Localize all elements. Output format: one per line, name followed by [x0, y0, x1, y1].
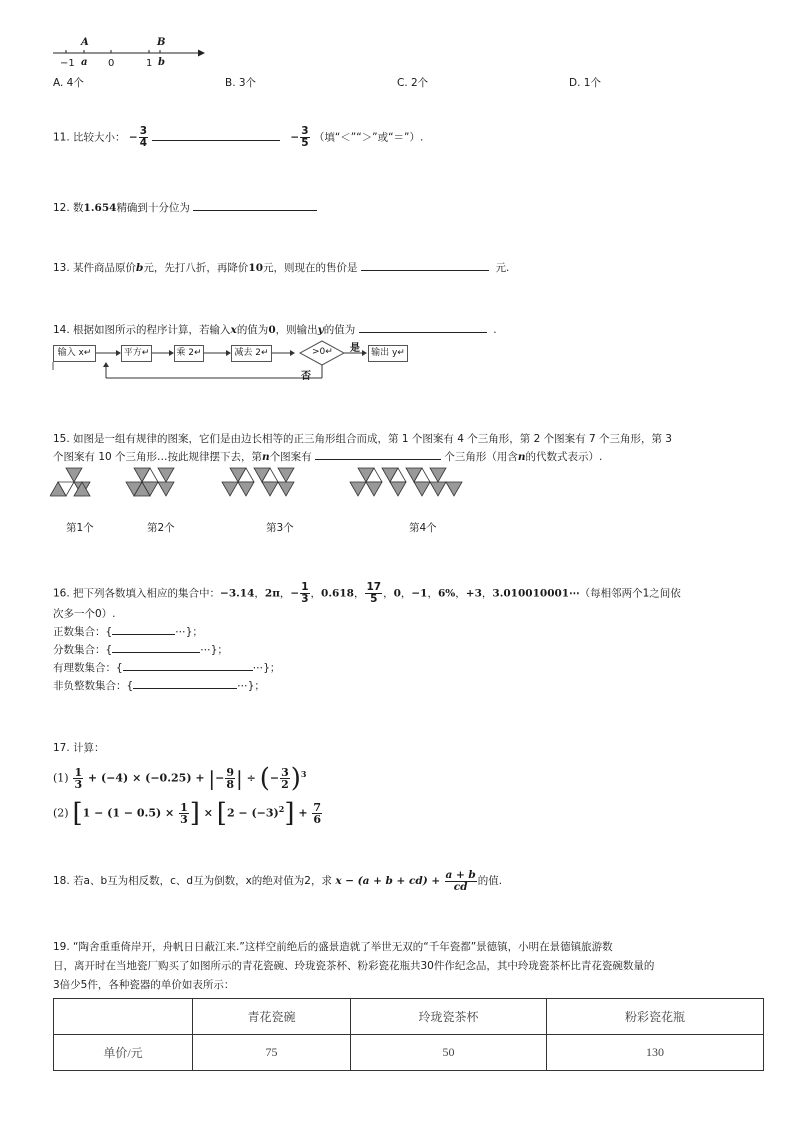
flow-output-box: 输出 y↵ [368, 345, 408, 362]
flow-times2-box: 乘 2↵ [174, 345, 204, 362]
figure-label-4: 第4个 [409, 522, 437, 534]
question-17-part2: (2) [1 − (1 − 0.5) × $\frac{1}{3}$ ] × $[2 - (-3)^2]$ + $\frac{7}{6}$ [53, 798, 322, 829]
figure-label-3: 第3个 [266, 522, 294, 534]
fraction: $\frac{1}{3}$ [301, 581, 309, 605]
table-cell: 75 [193, 1035, 351, 1071]
table-header-cell [54, 999, 193, 1035]
tick-label: 0 [108, 58, 115, 69]
option-b: B. 3个 [225, 77, 257, 89]
answer-blank[interactable] [315, 449, 441, 460]
option-c: C. 2个 [397, 77, 429, 89]
flow-condition: >0↵ [312, 347, 333, 357]
flow-input-box: 输入 x↵ [53, 345, 96, 362]
table-header-cell: 青花瓷碗 [193, 999, 351, 1035]
set-rational: 有理数集合：{ ⋯}； [53, 662, 281, 674]
question-15-line2: 个图案有 10 个三角形…按此规律摆下去，第n个图案有 个三角形（用含n的代数式表示）. [53, 451, 603, 463]
question-16-line2: 次多一个0）. [53, 608, 116, 620]
question-18: 18. 若a、b互为相反数，c、d互为倒数，x的绝对值为2，求 x − (a + b + cd) + $\frac{a + b}{cd}$ 的值. [53, 868, 503, 893]
question-19-line1: 19. “陶舍重重倚岸开，舟帆日日蔽江来.”这样空前绝后的盛景造就了举世无双的“千年瓷都”景德镇，小明在景德镇旅游数 [53, 941, 613, 953]
pattern-3 [222, 468, 294, 496]
figure-label-1: 第1个 [66, 522, 94, 534]
tick-label: 1 [146, 58, 153, 69]
fraction: $\frac{17}{5}$ [366, 581, 382, 605]
table-cell: 单价/元 [54, 1035, 193, 1071]
question-16-line1: 16. 把下列各数填入相应的集合中：−3.14，2π，− $\frac{1}{3}$ ，0.618， $\frac{17}{5}$ ，0，−1，6%，+3，3.010010001⋯（每相邻两个1之间依 [53, 581, 681, 605]
flow-square-box: 平方↵ [121, 345, 152, 362]
figure-label-2: 第2个 [147, 522, 175, 534]
question-15-line1: 15. 如图是一组有规律的图案，它们是由边长相等的正三角形组合而成，第 1 个图案有 4 个三角形，第 2 个图案有 7 个三角形，第 3 [53, 433, 672, 445]
set-nonneg-integer: 非负整数集合：{ ⋯}； [53, 680, 265, 692]
table-header-row [54, 999, 764, 1035]
tick-label: −1 [60, 58, 75, 69]
question-19-line3: 3倍少5件，各种瓷器的单价如表所示： [53, 979, 235, 991]
answer-blank[interactable] [152, 130, 280, 141]
table-cell: 130 [547, 1035, 764, 1071]
table-header-cell: 粉彩瓷花瓶 [547, 999, 764, 1035]
price-table [53, 998, 764, 1071]
question-13: 13. 某件商品原价b元，先打八折，再降价10元，则现在的售价是 元. [53, 262, 510, 274]
question-12: 12. 数1.654精确到十分位为 [53, 200, 317, 216]
answer-blank[interactable] [361, 260, 489, 271]
flow-no-label: 否 [301, 371, 311, 382]
question-19-line2: 日，离开时在当地瓷厂购买了如图所示的青花瓷碗、玲珑瓷茶杯、粉彩瓷花瓶共30件作纪念品，其中玲珑瓷茶杯比青花瓷碗数量的 [53, 960, 655, 972]
table-row [54, 1035, 764, 1071]
option-d: D. 1个 [569, 77, 601, 89]
answer-blank[interactable] [133, 678, 237, 689]
answer-blank[interactable] [359, 322, 487, 333]
answer-blank[interactable] [123, 660, 253, 671]
question-14: 14. 根据如图所示的程序计算，若输入x的值为0，则输出y的值为 . [53, 324, 497, 336]
flow-yes-label: 是 [350, 343, 360, 354]
fraction: $\frac{3}{5}$ [301, 125, 309, 149]
set-fraction: 分数集合：{ ⋯}； [53, 644, 228, 656]
triangle-patterns [50, 464, 500, 520]
tick-label: b [158, 57, 165, 68]
answer-blank[interactable] [193, 200, 317, 211]
answer-blank[interactable] [112, 624, 175, 635]
pattern-4 [350, 468, 462, 496]
flow-minus2-box: 减去 2↵ [231, 345, 272, 362]
pattern-1 [50, 468, 90, 496]
tick-label: a [81, 57, 88, 68]
question-11: 11. 比较大小： − $\frac{3}{4}$ − $\frac{3}{5}$ （填“＜”“＞”或“＝”）. [53, 125, 424, 149]
fraction: $\frac{3}{4}$ [139, 125, 148, 149]
table-cell: 50 [351, 1035, 547, 1071]
answer-blank[interactable] [112, 642, 200, 653]
option-a: A. 4个 [53, 77, 84, 89]
point-a-label: A [81, 37, 89, 48]
question-17-part1: (1) $\frac{1}{3}$ + (−4) × (−0.25) + |− $\frac{9}{8}$ | ÷ (− $\frac{3}{2}$ )$^3$ [53, 763, 307, 794]
set-positive: 正数集合：{ ⋯}； [53, 626, 203, 638]
table-header-cell: 玲珑瓷茶杯 [351, 999, 547, 1035]
pattern-2 [126, 468, 174, 496]
point-b-label: B [157, 37, 166, 48]
question-17-title: 17. 计算： [53, 742, 105, 754]
